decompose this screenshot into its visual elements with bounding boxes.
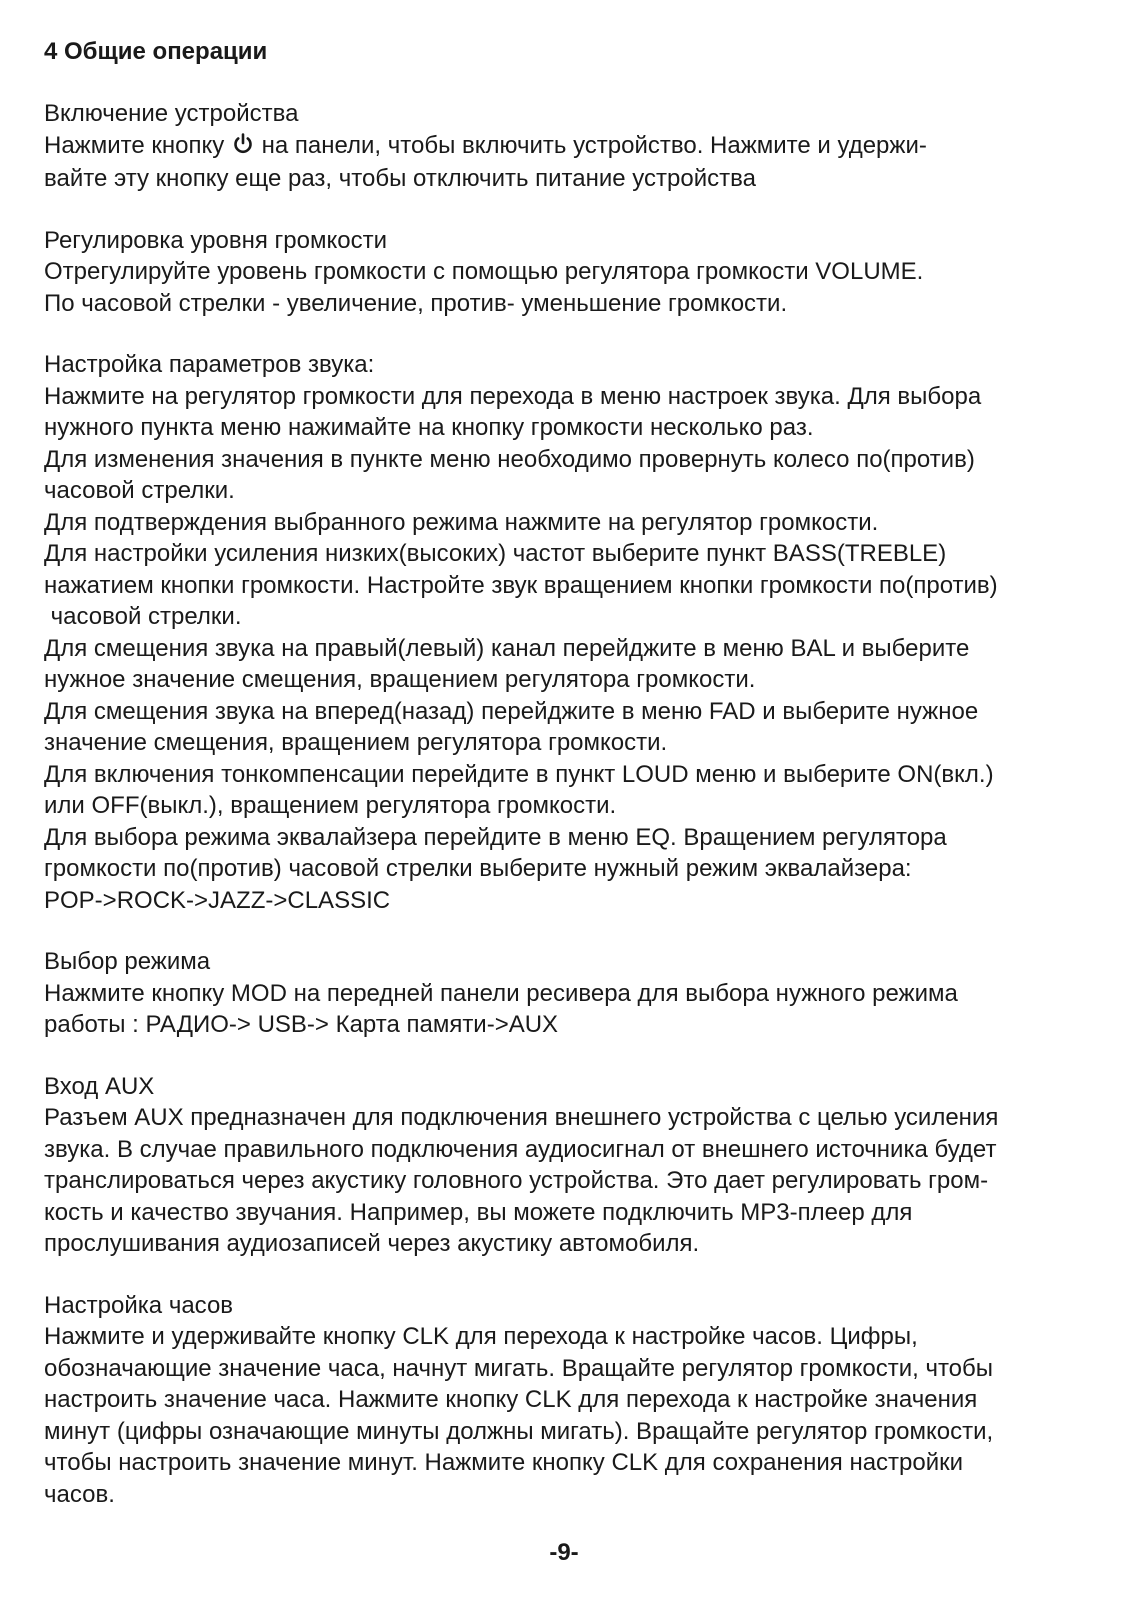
text-line: нужное значение смещения, вращением регулятора громкости. [44,666,756,693]
text-line: или OFF(выкл.), вращением регулятора громкости. [44,792,617,819]
text-line: обозначающие значение часа, начнут мигать. Вращайте регулятор громкости, чтобы [44,1354,994,1382]
text-line: Для смещения звука на вперед(назад) перейджите в меню FAD и выберите нужное [44,697,979,725]
power-on-text-line-1 [44,130,1104,164]
text-line: часов. [44,1480,115,1508]
section-volume [44,225,1104,320]
text-line: настроить значение часа. Нажмите кнопку CLK для перехода к настройке значения [44,1386,978,1413]
heading-sound-settings: Настройка параметров звука: [44,351,375,378]
heading-clock-setup: Настройка часов [44,1291,234,1319]
text-line: работы : РАДИО-> USB-> Карта памяти->AUX [44,1011,559,1038]
text-line: нажатием кнопки громкости. Настройте звук вращением кнопки громкости по(против) [44,571,998,599]
text-line: POP->ROCK->JAZZ->CLASSIC [44,886,391,914]
power-on-text-line-2: вайте эту кнопку еще раз, чтобы отключить питание устройства [44,165,756,192]
text-line: Разъем AUX предназначен для подключения внешнего устройства с целью усиления [44,1104,999,1131]
text-line: Для смещения звука на правый(левый) канал перейджите в меню BAL и выберите [44,634,970,662]
text-line: звука. В случае правильного подключения аудиосигнал от внешнего источника будет [44,1135,997,1163]
text-line: часовой стрелки. [44,477,235,504]
page-number: -9- [549,1539,579,1566]
text-line: Нажмите кнопку MOD на передней панели ресивера для выбора нужного режима [44,979,958,1007]
heading-power-on: Включение устройства [44,100,299,127]
text-line: минут (цифры означающие минуты должны мигать). Вращайте регулятор громкости, [44,1417,994,1445]
text-line: Для изменения значения в пункте меню необходимо провернуть колесо по(против) [44,445,975,473]
section-power-on [44,98,1104,195]
text-fragment: на панели, чтобы включить устройство. Нажмите и удержи- [254,131,927,159]
text-line: прослушивания аудиозаписей через акустику автомобиля. [44,1230,700,1257]
manual-page [44,36,1104,1510]
section-mode-select [44,946,1104,1041]
section-title: 4 Общие операции [44,38,268,65]
text-fragment: Нажмите кнопку [44,131,231,159]
text-line: По часовой стрелки - увеличение, против- уменьшение громкости. [44,289,788,317]
heading-aux-input: Вход AUX [44,1072,155,1100]
text-line: транслироваться через акустику головного устройства. Это дает регулировать гром- [44,1167,989,1194]
heading-mode-select: Выбор режима [44,948,211,975]
text-line: Нажмите и удерживайте кнопку CLK для перехода к настройке часов. Цифры, [44,1323,918,1350]
section-sound-settings [44,349,1104,916]
text-line: громкости по(против) часовой стрелки выберите нужный режим эквалайзера: [44,855,912,882]
power-icon [233,132,253,164]
text-line: часовой стрелки. [44,603,242,630]
text-line: Нажмите на регулятор громкости для перехода в меню настроек звука. Для выбора [44,382,982,410]
text-line: Для выбора режима эквалайзера перейдите в меню EQ. Вращением регулятора [44,823,947,851]
text-line: значение смещения, вращением регулятора громкости. [44,729,668,756]
section-aux-input [44,1071,1104,1260]
text-line: Для настройки усиления низких(высоких) частот выберите пункт BASS(TREBLE) [44,540,947,567]
text-line: Для включения тонкомпенсации перейдите в пункт LOUD меню и выберите ON(вкл.) [44,760,994,788]
heading-volume: Регулировка уровня громкости [44,226,387,254]
text-line: чтобы настроить значение минут. Нажмите кнопку CLK для сохранения настройки [44,1449,964,1476]
section-clock-setup [44,1290,1104,1511]
text-line: кость и качество звучания. Например, вы можете подключить MP3-плеер для [44,1198,913,1226]
text-line: нужного пункта меню нажимайте на кнопку громкости несколько раз. [44,414,814,441]
text-line: Отрегулируйте уровень громкости с помощью регулятора громкости VOLUME. [44,258,924,285]
text-line: Для подтверждения выбранного режима нажмите на регулятор громкости. [44,508,879,536]
